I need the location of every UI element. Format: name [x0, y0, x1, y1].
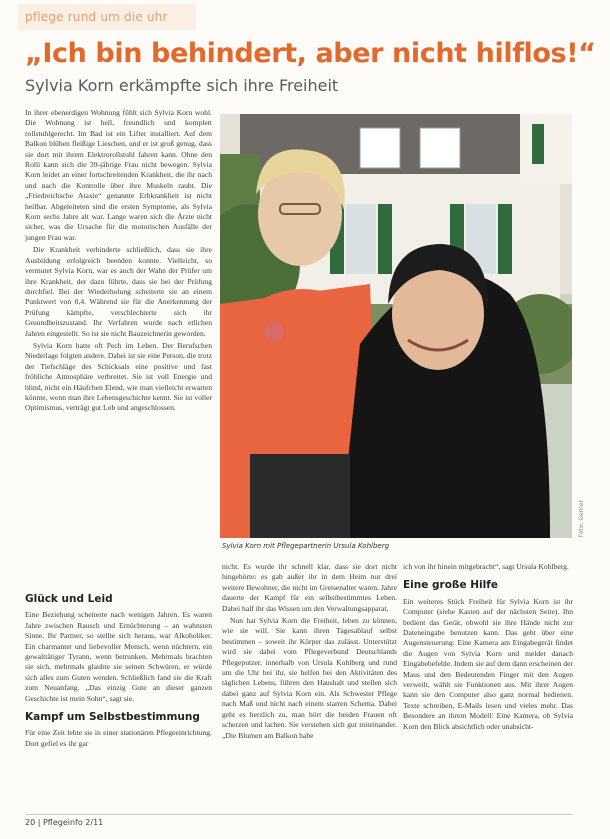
column-3	[403, 562, 573, 818]
section-heading: Glück und Leid	[25, 593, 113, 605]
headline: „Ich bin behindert, aber nicht hilflos!“	[25, 38, 596, 69]
footer-divider	[25, 814, 573, 815]
section-rubric: pflege rund um die uhr	[25, 10, 168, 24]
paragraph: nicht. Es wurde ihr schnell klar, dass sie dort nicht hingehörte: es gab außer ihr in dem Heim nur drei weitere Bewohner, die nicht im Greisenalter waren. Jahre dauerte der Kampf für ein selbstbestimmtes Leben. Dabei half ihr das Wissen um den Verwaltungsapparat.	[222, 562, 397, 613]
photo-illustration	[220, 114, 572, 538]
paragraph: Für eine Zeit lebte sie in einer stationären Pflegeeinrichtung. Dort gefiel es ihr gar	[25, 728, 212, 748]
photo-caption: Sylvia Korn mit Pflegepartnerin Ursula Kohlberg	[222, 542, 390, 550]
subheadline: Sylvia Korn erkämpfte sich ihre Freiheit	[25, 76, 339, 95]
section-heading: Kampf um Selbstbestimmung	[25, 711, 200, 724]
paragraph: In ihrer ebenerdigen Wohnung fühlt sich Sylvia Korn wohl. Die Wohnung ist hell, freundlich und komplett rollstuhlgerecht. Im Bad ist ein Lifter installiert. Auf dem Balkon blühen fleißige Lieschen, und er ist groß genug, dass sie dort mit ihrem Elektrorollstuhl fahren kann. Ohne den Rolli kann sich die 39-jährige Frau nicht bewegen. Sylvia Korn leidet an einer fortschreitenden Krankheit, die ihr nach und nach die Kontrolle über ihre Muskeln raubt. Die „Friedreichsche Ataxie“ genannte Erbkrankheit ist nicht heilbar. Abgeleiteten sind die ersten Symptome, als Sylvia Korn sechs Jahre alt war. Lange waren sich die Ärzte nicht sicher, was die Ursache für die motorischen Ausfälle der jungen Frau war.	[25, 108, 212, 242]
paragraph: ich von ihr hinein mitgebracht“, sagt Ursula Kohlberg.	[403, 562, 569, 571]
section-heading: Eine große Hilfe	[403, 579, 498, 592]
article-photo	[220, 114, 572, 538]
paragraph: Eine Beziehung scheiterte nach wenigen Jahren. Es waren Jahre zwischen Rausch und Ernüchterung – an wahnsten Sinne. Ihr Partner, so stellte sich heraus, war Alkoholiker. Ein charmanter und liebevoller Mensch, wenn nüchtern, ein gewalttätiger Tyrann, wenn betrunken. Mehrmals brachten sie sich, mehrmals glaubte sie seinen Schwüren, er würde sich alles zum Guten wenden. Schließlich fand sie die Kraft zum Neuanfang. „Das einzig Gute an dieser ganzen Geschichte ist mein Sohn“, sagt sie.	[25, 610, 212, 703]
column-1-lower	[25, 586, 212, 814]
paragraph: Die Krankheit verhinderte schließlich, dass sie ihre Ausbildung erfolgreich beenden konnte. Vielleicht, so vermutet Sylvia Korn, war es auch der Wahn der Prüfer um ihre Krankheit, der dazu führte, dass sie bei der Prüfung durchfiel. Bei der Wiederholung scheiterte sie an einem Punktwert von 0,4. Während sie für die Anerkennung der Prüfung kämpfte, verschlechterte sich ihr Gesundheitszustand. Ihr Verfahren wurde nach etlichen Jahren eingestellt. So ist sie nicht Bauzeichnerin geworden.	[25, 245, 212, 338]
column-1	[25, 108, 212, 588]
photo-credit: Foto: Gerner	[578, 500, 585, 538]
page-footer: 20 | Pflegeinfo 2/11	[25, 818, 104, 827]
paragraph: Nun hat Sylvia Korn die Freiheit, leben zu können, wie sie will. Sie kann ihren Tagesablauf selbst bestimmen – soweit ihr Körper das zulässt. Unterstützt wird sie dabei vom Pflegeverbund Deutschlands Pflegeputzer, innerhalb von Ursula Kohlberg und rund um die Uhr bei ihr, sie helfen bei den Aktivitäten des täglichen Lebens, führen den Haushalt und stellen sich dabei ganz auf Sylvia Korn ein. Als Schwester Pflege nach Maß und nicht nach einem starren Schema. Dabei geht es herzlich zu, man hört die beiden Frauen oft scherzen und lachen. Sie verstehen sich gut miteinander. „Die Blumen am Balkon habe	[222, 616, 397, 740]
paragraph: Ein weiteres Stück Freiheit für Sylvia Korn ist ihr Computer (siehe Kasten auf der nächsten Seite). Ihn bedient das Gerät, obwohl sie ihre Hände nicht zur Dateneingabe benutzen kann. Das geht über eine Augensteuerung: Eine Kamera am Eingabegerät findet die Augen von Sylvia Korn und meldet danach Eingabebefehle. Indem sie auf dem dann erscheinen der Maus und den Bedeutenden Finger mit den Augen verweilt, wählt sie Funktionen aus. Mit ihrer Augen kann sie den Computer also ganz normal bedienen. Texte schreiben, E-Mails lesen und vieles mehr. Das Besondere an ihrem Modell: Eine Kamera, ob Sylvia Korn den Blick absichtlich oder unabsicht-	[403, 596, 573, 731]
paragraph: Sylvia Korn hatte oft Pech im Leben. Der Berufschen Niederlage folgten andere. Dabei ist sie eine Person, die trotz der Tiefschläge des Schicksals eine positive und fast fröhliche Atmosphäre verbreitet. Sie ist voll Energie und blind, nicht ein Häufchen Elend, wie man vielleicht erwarten könnte, wenn man ihre Lebensgeschichte kennt. Sie ist voller Optimismus, verträgt gut Lob und angeschlossen.	[25, 340, 212, 413]
column-2	[222, 562, 397, 818]
